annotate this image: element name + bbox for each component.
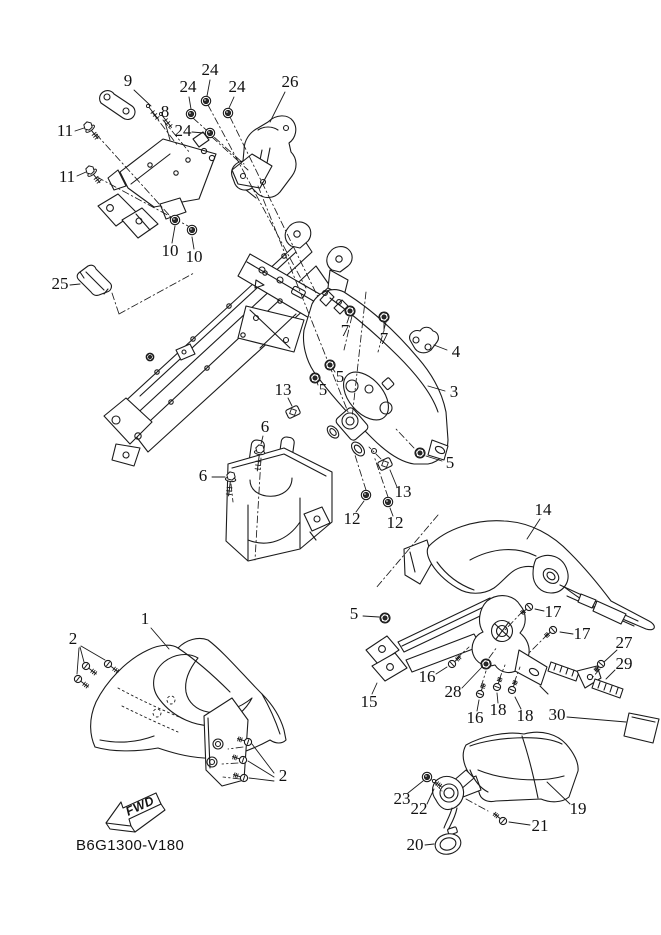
callout-24: 24 bbox=[201, 59, 219, 79]
callout-18: 18 bbox=[489, 699, 507, 719]
leader-line bbox=[189, 97, 191, 109]
callout-16: 16 bbox=[418, 666, 436, 686]
screw-fastener bbox=[82, 662, 96, 675]
callout-3: 3 bbox=[449, 381, 459, 401]
callout-8: 8 bbox=[160, 101, 170, 121]
part-rear-fender bbox=[404, 521, 654, 630]
callout-23: 23 bbox=[393, 788, 411, 808]
callout-21: 21 bbox=[531, 815, 549, 835]
flangenut-fastener bbox=[422, 772, 431, 781]
diagram-line-art bbox=[77, 91, 659, 857]
callout-9: 9 bbox=[123, 70, 133, 90]
callout-24: 24 bbox=[179, 76, 197, 96]
callout-29: 29 bbox=[615, 653, 633, 673]
callout-22: 22 bbox=[410, 798, 428, 818]
callout-11: 11 bbox=[56, 120, 74, 140]
leader-line bbox=[567, 717, 626, 722]
part-damper-arm bbox=[77, 265, 111, 295]
part-helmet-holder bbox=[433, 770, 474, 857]
leader-line bbox=[75, 128, 84, 131]
part-license-damper bbox=[548, 662, 623, 698]
hexnut-fastener bbox=[379, 312, 389, 322]
assembly-axis bbox=[466, 799, 488, 811]
leader-line bbox=[248, 761, 274, 777]
callout-24: 24 bbox=[228, 76, 246, 96]
flangenut-fastener bbox=[201, 96, 210, 105]
leader-line bbox=[535, 609, 544, 611]
callout-5: 5 bbox=[445, 452, 455, 472]
fwd-label: FWD bbox=[123, 793, 157, 819]
leader-line bbox=[606, 670, 615, 679]
leader-line bbox=[207, 80, 210, 96]
bolt-fastener bbox=[86, 166, 101, 183]
leader-line bbox=[427, 789, 434, 804]
flangenut-fastener bbox=[383, 497, 392, 506]
leader-line bbox=[80, 647, 84, 662]
flangenut-fastener bbox=[223, 108, 232, 117]
assembly-axis bbox=[112, 293, 119, 314]
screw-fastener bbox=[493, 812, 506, 824]
leader-line bbox=[509, 822, 530, 825]
part-link-plate bbox=[100, 91, 135, 120]
leader-line bbox=[134, 90, 151, 106]
part-fender-stay bbox=[366, 596, 548, 694]
clipnut-fastener bbox=[285, 405, 301, 419]
callout-28: 28 bbox=[444, 681, 462, 701]
flangenut-fastener bbox=[187, 225, 196, 234]
callout-15: 15 bbox=[360, 691, 378, 711]
callout-2: 2 bbox=[278, 765, 288, 785]
callout-17: 17 bbox=[544, 601, 562, 621]
part-front-fender bbox=[91, 638, 286, 786]
leader-line bbox=[249, 778, 274, 781]
callout-16: 16 bbox=[466, 707, 484, 727]
assembly-axis bbox=[119, 273, 194, 314]
screw-fastener bbox=[493, 678, 502, 691]
callout-7: 7 bbox=[340, 320, 350, 340]
callout-30: 30 bbox=[548, 704, 566, 724]
callout-12: 12 bbox=[386, 512, 404, 532]
leader-line bbox=[462, 667, 482, 688]
part-inner-fender bbox=[303, 290, 448, 464]
hexnut-fastener bbox=[146, 353, 154, 361]
hexnut-fastener bbox=[325, 360, 335, 370]
leader-line bbox=[252, 744, 274, 773]
callout-7: 7 bbox=[379, 328, 389, 348]
part-under-tray bbox=[226, 436, 332, 561]
callout-14: 14 bbox=[534, 499, 552, 519]
screw-fastener bbox=[545, 626, 557, 637]
callout-24: 24 bbox=[174, 120, 192, 140]
leader-line bbox=[425, 844, 434, 845]
part-reflector bbox=[624, 713, 659, 743]
leader-line bbox=[288, 398, 292, 406]
hexnut-fastener bbox=[380, 613, 390, 623]
callout-5: 5 bbox=[335, 366, 345, 386]
flangenut-fastener bbox=[170, 215, 179, 224]
screw-fastener bbox=[104, 660, 118, 673]
leader-line bbox=[77, 172, 86, 176]
callout-5: 5 bbox=[349, 603, 359, 623]
callout-19: 19 bbox=[569, 798, 587, 818]
diagram-code: B6G1300-V180 bbox=[76, 837, 185, 854]
callout-10: 10 bbox=[161, 240, 179, 260]
callout-13: 13 bbox=[274, 379, 292, 399]
hexnut-fastener bbox=[345, 306, 355, 316]
callout-1: 1 bbox=[140, 608, 150, 628]
flangenut-fastener bbox=[361, 490, 370, 499]
leader-line bbox=[229, 97, 234, 108]
assembly-axis bbox=[354, 452, 366, 490]
callout-5: 5 bbox=[318, 379, 328, 399]
part-small-plate bbox=[410, 327, 439, 353]
flangenut-fastener bbox=[186, 109, 195, 118]
bolt-fastener bbox=[84, 122, 99, 139]
flangenut-fastener bbox=[205, 128, 214, 137]
callout-10: 10 bbox=[185, 246, 203, 266]
callout-11: 11 bbox=[58, 166, 76, 186]
stud-fastener bbox=[146, 104, 159, 119]
callout-6: 6 bbox=[198, 465, 208, 485]
part-mud-flap bbox=[458, 732, 578, 802]
callout-20: 20 bbox=[406, 834, 424, 854]
callout-27: 27 bbox=[615, 632, 633, 652]
leader-line bbox=[560, 632, 573, 634]
clipnut-fastener bbox=[377, 457, 393, 471]
callout-18: 18 bbox=[516, 705, 534, 725]
callout-12: 12 bbox=[343, 508, 361, 528]
callout-6: 6 bbox=[260, 416, 270, 436]
leader-line bbox=[434, 345, 447, 350]
leader-line bbox=[77, 648, 79, 674]
hexnut-fastener bbox=[481, 659, 491, 669]
screw-fastener bbox=[74, 675, 88, 688]
screw-fastener bbox=[508, 681, 517, 694]
leader-line bbox=[436, 667, 447, 674]
callout-17: 17 bbox=[573, 623, 591, 643]
hexnut-fastener bbox=[415, 448, 425, 458]
leader-line bbox=[81, 646, 105, 660]
callout-13: 13 bbox=[394, 481, 412, 501]
callout-2: 2 bbox=[68, 628, 78, 648]
leader-line bbox=[363, 616, 379, 617]
callout-4: 4 bbox=[451, 341, 461, 361]
callout-25: 25 bbox=[51, 273, 69, 293]
callout-26: 26 bbox=[281, 71, 299, 91]
leader-line bbox=[70, 284, 80, 285]
